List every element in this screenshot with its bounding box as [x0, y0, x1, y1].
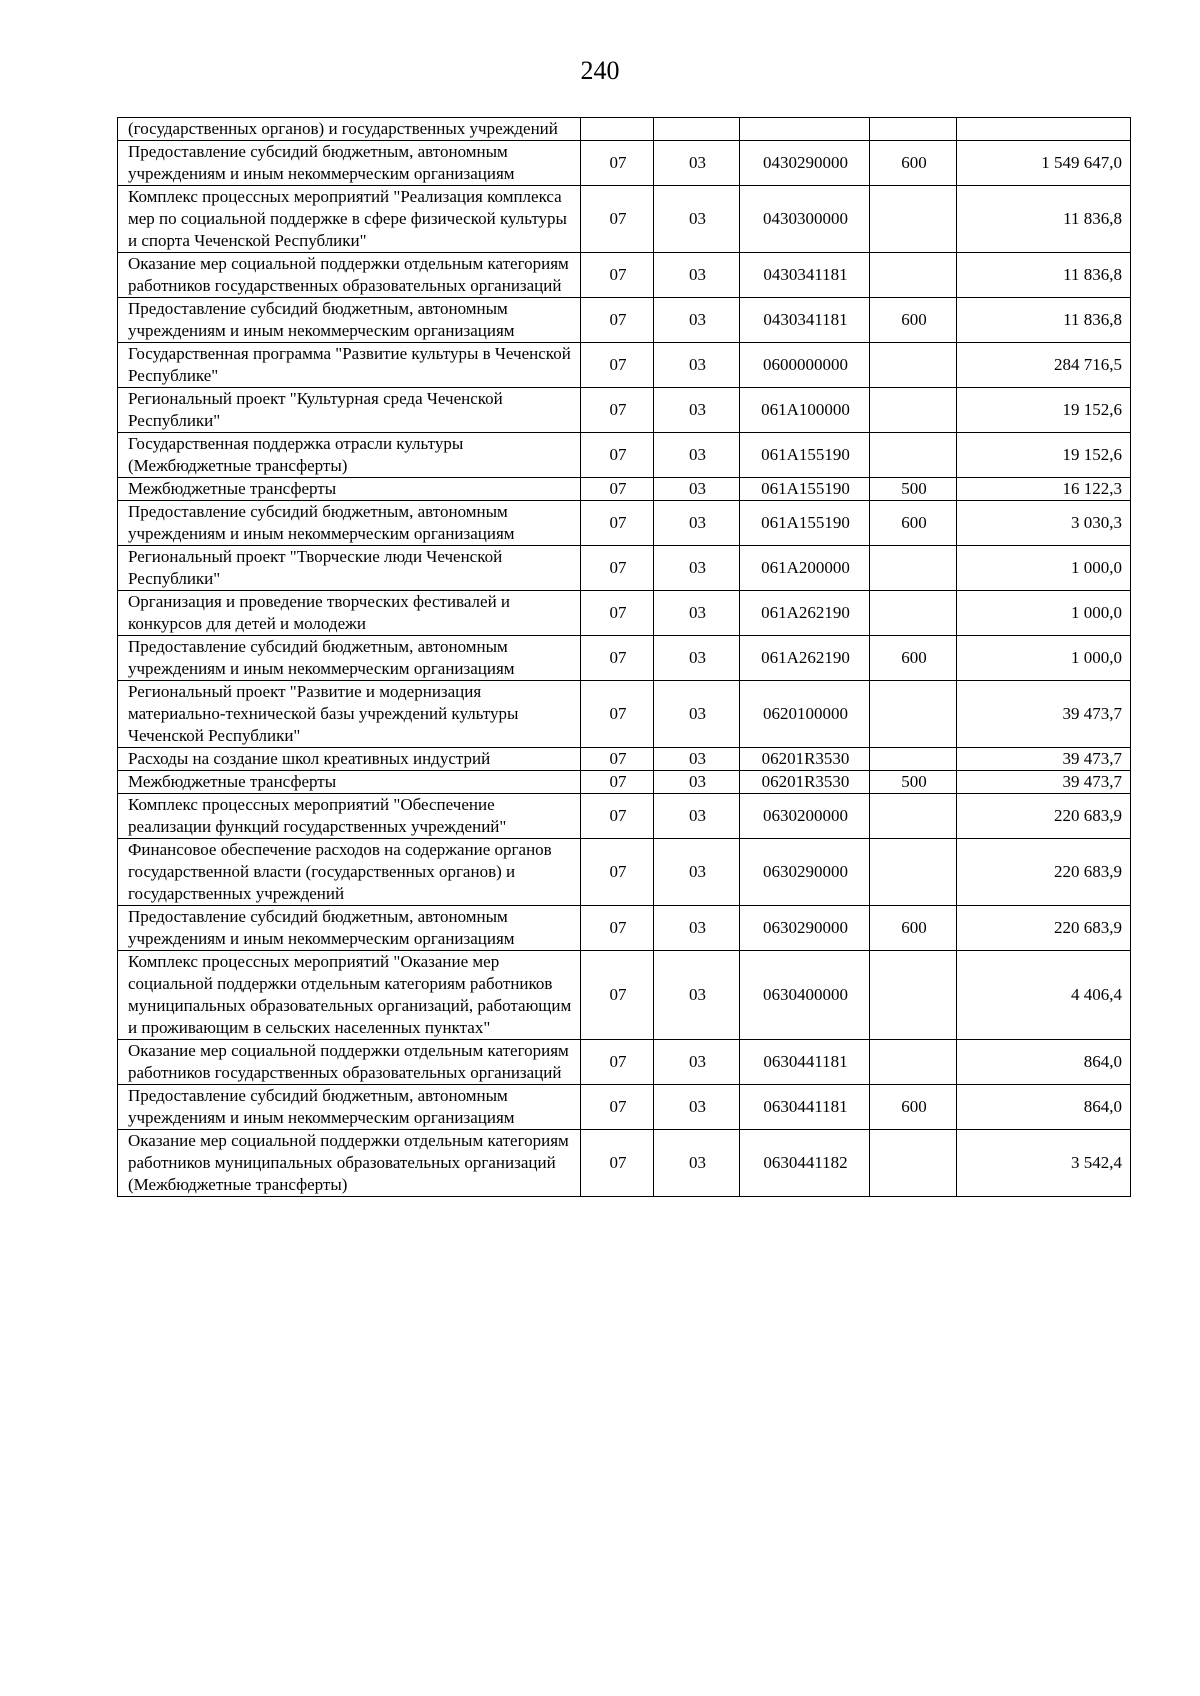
- row-name: Комплекс процессных мероприятий "Обеспечение реализации функций государственных учреждений": [118, 794, 581, 839]
- page-number: 240: [580, 56, 620, 85]
- row-name: Региональный проект "Творческие люди Чеченской Республики": [118, 546, 581, 591]
- row-section: 07: [581, 253, 654, 298]
- row-name: Организация и проведение творческих фестивалей и конкурсов для детей и молодежи: [118, 591, 581, 636]
- row-section: 07: [581, 636, 654, 681]
- table-row: [118, 771, 1131, 794]
- row-target-code: 0630441181: [740, 1085, 870, 1130]
- row-expense-type: 600: [870, 141, 957, 186]
- row-expense-type: [870, 546, 957, 591]
- row-amount: 1 549 647,0: [957, 141, 1131, 186]
- row-name: Предоставление субсидий бюджетным, автономным учреждениям и иным некоммерческим организациям: [118, 141, 581, 186]
- row-target-code: 061A155190: [740, 433, 870, 478]
- row-target-code: 061A200000: [740, 546, 870, 591]
- row-subsection: 03: [654, 1130, 740, 1197]
- row-section: 07: [581, 186, 654, 253]
- row-target-code: 0600000000: [740, 343, 870, 388]
- row-amount: 19 152,6: [957, 433, 1131, 478]
- budget-table: [117, 117, 1131, 1197]
- row-expense-type: [870, 794, 957, 839]
- row-amount: 3 030,3: [957, 501, 1131, 546]
- row-target-code: 06201R3530: [740, 771, 870, 794]
- row-section: 07: [581, 591, 654, 636]
- row-target-code: 0430341181: [740, 253, 870, 298]
- row-section: 07: [581, 478, 654, 501]
- row-expense-type: [870, 1040, 957, 1085]
- row-name: Государственная программа "Развитие культуры в Чеченской Республике": [118, 343, 581, 388]
- row-section: 07: [581, 771, 654, 794]
- row-target-code: 0430290000: [740, 141, 870, 186]
- row-amount: 4 406,4: [957, 951, 1131, 1040]
- row-name: Предоставление субсидий бюджетным, автономным учреждениям и иным некоммерческим организациям: [118, 298, 581, 343]
- row-target-code: 061A262190: [740, 591, 870, 636]
- table-row: [118, 141, 1131, 186]
- row-name: Комплекс процессных мероприятий "Реализация комплекса мер по социальной поддержке в сфере физической культуры и спорта Чеченской Республики": [118, 186, 581, 253]
- table-row: [118, 546, 1131, 591]
- row-name: Финансовое обеспечение расходов на содержание органов государственной власти (государственных органов) и государственных учреждений: [118, 839, 581, 906]
- row-expense-type: [870, 839, 957, 906]
- row-expense-type: 600: [870, 636, 957, 681]
- row-amount: 1 000,0: [957, 591, 1131, 636]
- table-row: [118, 388, 1131, 433]
- row-target-code: 0630441181: [740, 1040, 870, 1085]
- row-subsection: 03: [654, 1040, 740, 1085]
- row-target-code: 061A262190: [740, 636, 870, 681]
- row-expense-type: 500: [870, 478, 957, 501]
- row-section: 07: [581, 794, 654, 839]
- row-expense-type: [870, 748, 957, 771]
- row-subsection: [654, 118, 740, 141]
- row-subsection: 03: [654, 951, 740, 1040]
- row-section: 07: [581, 141, 654, 186]
- row-amount: 3 542,4: [957, 1130, 1131, 1197]
- row-amount: 11 836,8: [957, 186, 1131, 253]
- row-target-code: [740, 118, 870, 141]
- row-subsection: 03: [654, 388, 740, 433]
- row-amount: [957, 118, 1131, 141]
- table-row: [118, 794, 1131, 839]
- table-row: [118, 591, 1131, 636]
- row-amount: 284 716,5: [957, 343, 1131, 388]
- row-target-code: 0630200000: [740, 794, 870, 839]
- row-amount: 39 473,7: [957, 681, 1131, 748]
- row-section: 07: [581, 343, 654, 388]
- row-name: Предоставление субсидий бюджетным, автономным учреждениям и иным некоммерческим организациям: [118, 501, 581, 546]
- table-row: [118, 343, 1131, 388]
- row-expense-type: 600: [870, 298, 957, 343]
- row-subsection: 03: [654, 546, 740, 591]
- row-section: 07: [581, 839, 654, 906]
- row-expense-type: [870, 118, 957, 141]
- row-section: 07: [581, 951, 654, 1040]
- table-row: [118, 433, 1131, 478]
- row-subsection: 03: [654, 794, 740, 839]
- row-amount: 16 122,3: [957, 478, 1131, 501]
- row-expense-type: [870, 1130, 957, 1197]
- row-name: Предоставление субсидий бюджетным, автономным учреждениям и иным некоммерческим организациям: [118, 1085, 581, 1130]
- row-subsection: 03: [654, 298, 740, 343]
- row-section: 07: [581, 748, 654, 771]
- table-row: [118, 951, 1131, 1040]
- row-expense-type: 500: [870, 771, 957, 794]
- table-row: [118, 1085, 1131, 1130]
- row-subsection: 03: [654, 343, 740, 388]
- row-name: Региональный проект "Развитие и модернизация материально-технической базы учреждений культуры Чеченской Республики": [118, 681, 581, 748]
- row-section: 07: [581, 546, 654, 591]
- row-section: 07: [581, 1040, 654, 1085]
- table-row: [118, 501, 1131, 546]
- table-row: [118, 118, 1131, 141]
- row-name: Комплекс процессных мероприятий "Оказание мер социальной поддержки отдельным категориям работников муниципальных образовательных организаций, работающим и проживающим в сельских населенных пунктах": [118, 951, 581, 1040]
- row-target-code: 061A100000: [740, 388, 870, 433]
- row-subsection: 03: [654, 771, 740, 794]
- row-subsection: 03: [654, 748, 740, 771]
- row-name: Межбюджетные трансферты: [118, 771, 581, 794]
- row-subsection: 03: [654, 433, 740, 478]
- table-row: [118, 1040, 1131, 1085]
- row-amount: 19 152,6: [957, 388, 1131, 433]
- row-section: 07: [581, 501, 654, 546]
- table-row: [118, 839, 1131, 906]
- row-target-code: 0430341181: [740, 298, 870, 343]
- row-section: 07: [581, 906, 654, 951]
- row-subsection: 03: [654, 591, 740, 636]
- row-amount: 39 473,7: [957, 771, 1131, 794]
- row-subsection: 03: [654, 681, 740, 748]
- row-expense-type: [870, 951, 957, 1040]
- row-subsection: 03: [654, 501, 740, 546]
- row-amount: 1 000,0: [957, 636, 1131, 681]
- row-expense-type: [870, 343, 957, 388]
- row-expense-type: [870, 388, 957, 433]
- row-subsection: 03: [654, 906, 740, 951]
- row-name: Предоставление субсидий бюджетным, автономным учреждениям и иным некоммерческим организациям: [118, 636, 581, 681]
- row-amount: 11 836,8: [957, 298, 1131, 343]
- budget-table-body: [118, 118, 1131, 1197]
- row-section: 07: [581, 681, 654, 748]
- row-target-code: 0630400000: [740, 951, 870, 1040]
- row-amount: 220 683,9: [957, 794, 1131, 839]
- row-amount: 220 683,9: [957, 839, 1131, 906]
- row-section: 07: [581, 433, 654, 478]
- row-expense-type: [870, 253, 957, 298]
- table-row: [118, 636, 1131, 681]
- row-subsection: 03: [654, 141, 740, 186]
- row-target-code: 061A155190: [740, 501, 870, 546]
- row-target-code: 06201R3530: [740, 748, 870, 771]
- row-amount: 864,0: [957, 1085, 1131, 1130]
- row-name: Оказание мер социальной поддержки отдельным категориям работников государственных образовательных организаций: [118, 1040, 581, 1085]
- table-row: [118, 253, 1131, 298]
- row-subsection: 03: [654, 1085, 740, 1130]
- table-row: [118, 1130, 1131, 1197]
- row-target-code: 0630290000: [740, 906, 870, 951]
- row-amount: 1 000,0: [957, 546, 1131, 591]
- row-section: 07: [581, 298, 654, 343]
- row-subsection: 03: [654, 636, 740, 681]
- row-subsection: 03: [654, 253, 740, 298]
- row-amount: 220 683,9: [957, 906, 1131, 951]
- row-amount: 11 836,8: [957, 253, 1131, 298]
- table-row: [118, 748, 1131, 771]
- row-expense-type: [870, 591, 957, 636]
- table-row: [118, 478, 1131, 501]
- row-section: 07: [581, 1130, 654, 1197]
- row-name: Региональный проект "Культурная среда Чеченской Республики": [118, 388, 581, 433]
- row-target-code: 0620100000: [740, 681, 870, 748]
- table-row: [118, 906, 1131, 951]
- row-target-code: 0630441182: [740, 1130, 870, 1197]
- row-subsection: 03: [654, 839, 740, 906]
- row-name: Государственная поддержка отрасли культуры (Межбюджетные трансферты): [118, 433, 581, 478]
- row-name: (государственных органов) и государственных учреждений: [118, 118, 581, 141]
- row-amount: 864,0: [957, 1040, 1131, 1085]
- row-expense-type: 600: [870, 906, 957, 951]
- row-section: 07: [581, 1085, 654, 1130]
- row-name: Предоставление субсидий бюджетным, автономным учреждениям и иным некоммерческим организациям: [118, 906, 581, 951]
- row-target-code: 0630290000: [740, 839, 870, 906]
- row-name: Расходы на создание школ креативных индустрий: [118, 748, 581, 771]
- row-expense-type: [870, 186, 957, 253]
- row-expense-type: 600: [870, 1085, 957, 1130]
- row-expense-type: [870, 681, 957, 748]
- row-name: Оказание мер социальной поддержки отдельным категориям работников муниципальных образовательных организаций (Межбюджетные трансферты): [118, 1130, 581, 1197]
- row-section: 07: [581, 388, 654, 433]
- row-section: [581, 118, 654, 141]
- row-subsection: 03: [654, 478, 740, 501]
- row-expense-type: 600: [870, 501, 957, 546]
- row-target-code: 0430300000: [740, 186, 870, 253]
- row-target-code: 061A155190: [740, 478, 870, 501]
- row-amount: 39 473,7: [957, 748, 1131, 771]
- table-row: [118, 186, 1131, 253]
- table-row: [118, 681, 1131, 748]
- table-row: [118, 298, 1131, 343]
- row-expense-type: [870, 433, 957, 478]
- row-subsection: 03: [654, 186, 740, 253]
- row-name: Оказание мер социальной поддержки отдельным категориям работников государственных образовательных организаций: [118, 253, 581, 298]
- row-name: Межбюджетные трансферты: [118, 478, 581, 501]
